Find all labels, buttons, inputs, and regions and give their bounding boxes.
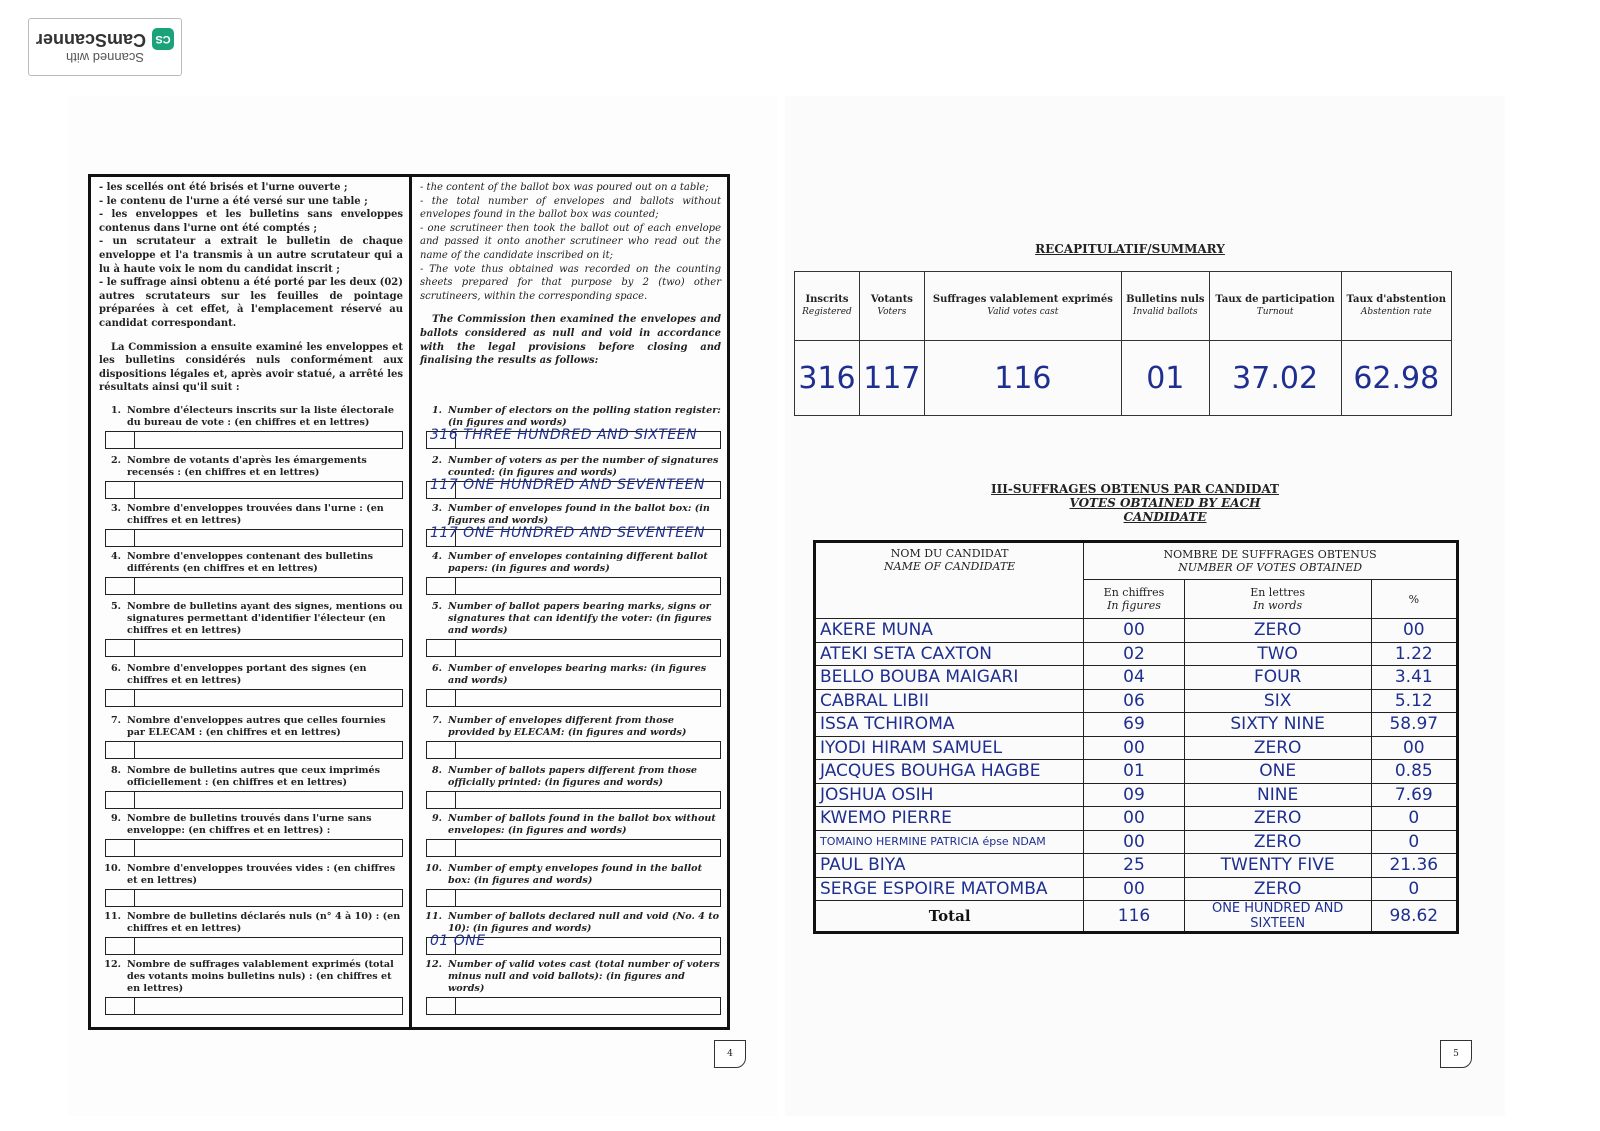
summary-header-fr: Votants [870, 294, 913, 305]
votes-percent: 00 [1371, 619, 1457, 643]
item-number: 11. [104, 911, 121, 922]
form-item [420, 551, 721, 595]
answer-field[interactable] [426, 791, 721, 809]
item-text: Number of empty envelopes found in the ballot box: (in figures and words) [448, 863, 703, 886]
votes-section-title [985, 482, 1285, 524]
form-question [420, 813, 721, 837]
answer-field[interactable] [105, 529, 403, 547]
answer-field[interactable] [105, 889, 403, 907]
form-question [99, 601, 403, 637]
answer-field[interactable] [105, 577, 403, 595]
candidate-name: AKERE MUNA [815, 619, 1084, 643]
scanner-brand-row [36, 29, 174, 51]
summary-header-fr: Bulletins nuls [1126, 294, 1205, 305]
form-question [420, 863, 721, 887]
field-divider [455, 640, 456, 656]
procedure-bullet: - The vote thus obtained was recorded on the counting sheets prepared for that purpose by 2 (two) other scrutineers, within the corresponding space. [420, 263, 721, 302]
item-number: 12. [425, 959, 442, 970]
candidate-name: IYODI HIRAM SAMUEL [815, 736, 1084, 760]
votes-percent: 0 [1371, 807, 1457, 831]
form-question [99, 715, 403, 739]
summary-value: 37.02 [1209, 341, 1341, 416]
form-item [420, 863, 721, 907]
form-item [99, 663, 403, 707]
summary-header-fr: Taux d'abstention [1346, 294, 1446, 305]
votes-figures: 00 [1084, 807, 1184, 831]
candidate-name: JACQUES BOUHGA HAGBE [815, 760, 1084, 784]
answer-field[interactable] [426, 741, 721, 759]
procedure-bullet: - one scrutineer then took the ballot out of each envelope and passed it onto another scrutineer who read out the name of the candidate inscribed on it; [420, 222, 721, 261]
form-question [420, 601, 721, 637]
form-question [99, 551, 403, 575]
votes-figures: 25 [1084, 854, 1184, 878]
summary-header [859, 272, 924, 341]
answer-field[interactable] [426, 477, 721, 499]
item-number: 11. [425, 911, 442, 922]
candidates-table [813, 540, 1459, 934]
votes-words: TWENTY FIVE [1184, 854, 1371, 878]
candidate-row [815, 807, 1458, 831]
candidate-row [815, 713, 1458, 737]
item-number: 8. [431, 765, 442, 776]
form-question [99, 911, 403, 935]
form-item [99, 601, 403, 657]
item-number: 9. [431, 813, 442, 824]
handwritten-answer: 117 ONE HUNDRED AND SEVENTEEN [430, 477, 705, 493]
item-number: 6. [110, 663, 121, 674]
form-question [420, 503, 721, 527]
form-item [99, 405, 403, 449]
votes-percent: 1.22 [1371, 642, 1457, 666]
procedure-bullet: - le suffrage ainsi obtenu a été porté par les deux (02) autres scrutateurs sur les feuilles de pointage préparées à cet effet, à l'emplacement réservé au candidat correspondant. [99, 277, 403, 329]
item-text: Number of ballots found in the ballot box without envelopes: (in figures and words) [448, 813, 716, 836]
votes-header [1084, 542, 1458, 580]
answer-field[interactable] [105, 689, 403, 707]
item-number: 9. [110, 813, 121, 824]
item-number: 3. [110, 503, 121, 514]
answer-field[interactable] [105, 937, 403, 955]
name-header-fr: NOM DU CANDIDAT [890, 547, 1009, 560]
form-item [420, 911, 721, 955]
candidate-row [815, 689, 1458, 713]
field-divider [455, 840, 456, 856]
summary-header [1341, 272, 1451, 341]
votes-figures: 06 [1084, 689, 1184, 713]
form-item [99, 959, 403, 1015]
item-number: 5. [110, 601, 121, 612]
form-item [420, 715, 721, 759]
form-question [420, 959, 721, 995]
procedure-bullet: - the total number of envelopes and ballots without envelopes found in the ballot box was counted; [420, 195, 721, 221]
answer-field[interactable] [426, 933, 721, 955]
item-text: Number of valid votes cast (total number of voters minus null and void ballots): (in figures and words) [448, 959, 720, 994]
item-number: 1. [431, 405, 442, 416]
item-text: Number of envelopes different from those provided by ELECAM: (in figures and words) [448, 715, 687, 738]
summary-header [795, 272, 860, 341]
candidate-row [815, 783, 1458, 807]
answer-field[interactable] [426, 525, 721, 547]
candidate-row [815, 736, 1458, 760]
field-divider [134, 432, 135, 448]
votes-percent: 0 [1371, 877, 1457, 901]
answer-field[interactable] [426, 577, 721, 595]
item-text: Number of envelopes bearing marks: (in figures and words) [448, 663, 707, 686]
french-intro: La Commission a ensuite examiné les enveloppes et les bulletins considérés nuls conformément aux dispositions légales et, après avoir statué, a arrêté les résultats ainsi qu'il suit : [99, 341, 403, 394]
french-column [91, 177, 409, 1027]
english-intro: The Commission then examined the envelopes and ballots considered as null and void in accordance with the legal provisions before closing and finalising the results as follows: [420, 314, 721, 367]
item-text: Number of voters as per the number of signatures counted: (in figures and words) [448, 455, 719, 478]
votes-words: ZERO [1184, 807, 1371, 831]
form-item [99, 813, 403, 857]
field-divider [134, 690, 135, 706]
total-percent: 98.62 [1371, 901, 1457, 933]
answer-field[interactable] [426, 689, 721, 707]
total-words: ONE HUNDRED AND SIXTEEN [1184, 901, 1371, 933]
english-column [409, 177, 727, 1027]
words-header-fr: En lettres [1250, 586, 1306, 599]
candidate-name: BELLO BOUBA MAIGARI [815, 666, 1084, 690]
total-row [815, 901, 1458, 933]
form-item [420, 601, 721, 657]
form-item [99, 455, 403, 499]
votes-figures: 00 [1084, 830, 1184, 854]
item-text: Nombre de bulletins autres que ceux imprimés officiellement : (en chiffres et en lettres) [127, 765, 381, 788]
handwritten-answer: 316 THREE HUNDRED AND SIXTEEN [430, 427, 698, 443]
field-divider [134, 840, 135, 856]
item-text: Nombre d'enveloppes contenant des bulletins différents (en chiffres et en lettres) [127, 551, 374, 574]
answer-field[interactable] [105, 639, 403, 657]
votes-percent: 58.97 [1371, 713, 1457, 737]
votes-figures: 00 [1084, 736, 1184, 760]
figures-header-en: In figures [1107, 599, 1161, 612]
item-text: Number of electors on the polling station register: (in figures and words) [448, 405, 721, 428]
procedure-bullet: - le contenu de l'urne a été versé sur une table ; [99, 195, 368, 207]
item-number: 12. [104, 959, 121, 970]
form-item [420, 813, 721, 857]
summary-value: 62.98 [1341, 341, 1451, 416]
form-item [420, 765, 721, 809]
scanner-caption: Scanned with [65, 50, 145, 66]
candidate-name: ATEKI SETA CAXTON [815, 642, 1084, 666]
figures-header [1084, 580, 1184, 619]
item-text: Number of envelopes found in the ballot box: (in figures and words) [448, 503, 710, 526]
form-question [420, 663, 721, 687]
form-question [420, 715, 721, 739]
form-question [99, 663, 403, 687]
form-question [99, 959, 403, 995]
form-question [420, 405, 721, 429]
votes-percent: 0 [1371, 830, 1457, 854]
votes-percent: 7.69 [1371, 783, 1457, 807]
handwritten-answer: 01 ONE [430, 933, 486, 949]
item-number: 8. [110, 765, 121, 776]
answer-field[interactable] [426, 427, 721, 449]
candidate-row [815, 666, 1458, 690]
procedure-bullet: - un scrutateur a extrait le bulletin de chaque enveloppe et l'a transmis à un autre scrutateur qui a lu à haute voix le nom du candidat inscrit ; [99, 236, 403, 275]
item-number: 4. [110, 551, 121, 562]
summary-value: 116 [924, 341, 1121, 416]
camscanner-watermark [28, 18, 182, 76]
candidate-name: KWEMO PIERRE [815, 807, 1084, 831]
procedure-bullet: - les scellés ont été brisés et l'urne ouverte ; [99, 182, 348, 193]
form-question [99, 405, 403, 429]
field-divider [455, 742, 456, 758]
form-question [420, 911, 721, 935]
item-text: Number of envelopes containing different ballot papers: (in figures and words) [448, 551, 708, 574]
item-number: 6. [431, 663, 442, 674]
form-question [420, 551, 721, 575]
answer-field[interactable] [105, 791, 403, 809]
summary-header [1209, 272, 1341, 341]
answer-field[interactable] [426, 997, 721, 1015]
field-divider [134, 482, 135, 498]
item-text: Nombre d'enveloppes trouvées dans l'urne : (en chiffres et en lettres) [127, 503, 384, 526]
summary-value: 316 [795, 341, 860, 416]
candidate-name: PAUL BIYA [815, 854, 1084, 878]
scanner-brand: CamScanner [35, 30, 147, 50]
answer-field[interactable] [426, 839, 721, 857]
item-text: Nombre d'enveloppes autres que celles fournies par ELECAM : (en chiffres et en lettres) [127, 715, 386, 738]
candidate-row [815, 854, 1458, 878]
summary-header-en: Voters [877, 307, 907, 317]
page-number: 5 [1440, 1040, 1472, 1068]
summary-header [1121, 272, 1209, 341]
procedure-bullet: - les enveloppes et les bulletins sans enveloppes contenus dans l'urne ont été comptés ; [99, 209, 403, 234]
candidate-name: CABRAL LIBII [815, 689, 1084, 713]
votes-figures: 69 [1084, 713, 1184, 737]
left-page [68, 96, 778, 1116]
item-number: 7. [431, 715, 442, 726]
votes-percent: 00 [1371, 736, 1457, 760]
summary-header-fr: Inscrits [805, 294, 849, 305]
form-item [420, 503, 721, 547]
votes-words: ZERO [1184, 619, 1371, 643]
votes-percent: 5.12 [1371, 689, 1457, 713]
summary-header-fr: Suffrages valablement exprimés [932, 294, 1113, 305]
form-question [420, 765, 721, 789]
votes-words: SIXTY NINE [1184, 713, 1371, 737]
field-divider [455, 998, 456, 1014]
candidate-name: ISSA TCHIROMA [815, 713, 1084, 737]
votes-title-en: VOTES OBTAINED BY EACH CANDIDATE [1069, 496, 1261, 524]
summary-title: RECAPITULATIF/SUMMARY [1035, 242, 1225, 256]
item-text: Nombre d'électeurs inscrits sur la liste électorale du bureau de vote : (en chiffres et en lettres) [127, 405, 394, 428]
answer-field[interactable] [426, 639, 721, 657]
field-divider [134, 938, 135, 954]
item-number: 5. [431, 601, 442, 612]
form-item [99, 911, 403, 955]
field-divider [134, 890, 135, 906]
votes-words: NINE [1184, 783, 1371, 807]
field-divider [134, 578, 135, 594]
answer-field[interactable] [426, 889, 721, 907]
summary-header-en: Abstention rate [1360, 307, 1432, 317]
summary-header [924, 272, 1121, 341]
total-label: Total [815, 901, 1084, 933]
answer-field[interactable] [105, 741, 403, 759]
answer-field[interactable] [105, 431, 403, 449]
votes-figures: 01 [1084, 760, 1184, 784]
form-question [99, 813, 403, 837]
votes-words: ZERO [1184, 877, 1371, 901]
field-divider [134, 640, 135, 656]
votes-words: ZERO [1184, 736, 1371, 760]
field-divider [455, 890, 456, 906]
votes-words: SIX [1184, 689, 1371, 713]
field-divider [134, 998, 135, 1014]
form-item [420, 663, 721, 707]
total-figures: 116 [1084, 901, 1184, 933]
candidate-row [815, 760, 1458, 784]
item-number: 7. [110, 715, 121, 726]
summary-table [794, 271, 1452, 416]
item-text: Nombre de votants d'après les émargements recensés : (en chiffres et en lettres) [127, 455, 367, 478]
form-question [99, 863, 403, 887]
form-question [99, 503, 403, 527]
votes-words: ZERO [1184, 830, 1371, 854]
form-item [420, 959, 721, 1015]
candidate-name-header [815, 542, 1084, 619]
candidate-row [815, 877, 1458, 901]
item-text: Nombre d'enveloppes trouvées vides : (en chiffres et en lettres) [127, 863, 396, 886]
votes-percent: 21.36 [1371, 854, 1457, 878]
candidate-name: SERGE ESPOIRE MATOMBA [815, 877, 1084, 901]
votes-figures: 04 [1084, 666, 1184, 690]
form-item [99, 765, 403, 809]
votes-figures: 00 [1084, 619, 1184, 643]
summary-header-en: Registered [802, 307, 852, 317]
summary-header-en: Valid votes cast [987, 307, 1059, 317]
answer-field[interactable] [105, 997, 403, 1015]
item-number: 3. [431, 503, 442, 514]
summary-header-en: Invalid ballots [1132, 307, 1198, 317]
summary-header-fr: Taux de participation [1215, 294, 1335, 305]
summary-value: 01 [1121, 341, 1209, 416]
summary-header-en: Turnout [1256, 307, 1294, 317]
field-divider [134, 742, 135, 758]
votes-title-fr: III-SUFFRAGES OBTENUS PAR CANDIDAT [991, 482, 1279, 496]
item-number: 10. [104, 863, 121, 874]
votes-words: ONE [1184, 760, 1371, 784]
answer-field[interactable] [105, 481, 403, 499]
percent-header: % [1371, 580, 1457, 619]
item-text: Nombre de suffrages valablement exprimés (total des votants moins bulletins nuls) : (en chiffres et en lettres) [127, 959, 394, 994]
item-text: Nombre de bulletins trouvés dans l'urne sans enveloppe: (en chiffres et en lettres) : [127, 813, 372, 836]
answer-field[interactable] [105, 839, 403, 857]
figures-header-fr: En chiffres [1103, 586, 1165, 599]
item-number: 4. [431, 551, 442, 562]
item-text: Number of ballots declared null and void (No. 4 to 10): (in figures and words) [448, 911, 720, 934]
votes-words: FOUR [1184, 666, 1371, 690]
candidate-row [815, 642, 1458, 666]
votes-figures: 00 [1084, 877, 1184, 901]
camscanner-logo-icon: CS [152, 29, 174, 51]
item-number: 2. [110, 455, 121, 466]
words-header [1184, 580, 1371, 619]
procedure-bullet: - the content of the ballot box was poured out on a table; [420, 182, 709, 193]
field-divider [455, 578, 456, 594]
summary-value: 117 [859, 341, 924, 416]
words-header-en: In words [1253, 599, 1303, 612]
form-question [99, 765, 403, 789]
item-number: 2. [431, 455, 442, 466]
form-item [99, 503, 403, 547]
form-item [99, 863, 403, 907]
procedure-form [88, 174, 730, 1030]
page-number: 4 [714, 1040, 746, 1068]
field-divider [455, 690, 456, 706]
item-number: 1. [110, 405, 121, 416]
form-item [99, 715, 403, 759]
votes-header-fr: NOMBRE DE SUFFRAGES OBTENUS [1163, 548, 1377, 561]
candidate-name: JOSHUA OSIH [815, 783, 1084, 807]
form-question [420, 455, 721, 479]
votes-figures: 02 [1084, 642, 1184, 666]
candidate-name: TOMAINO HERMINE PATRICIA épse NDAM [815, 830, 1084, 854]
handwritten-answer: 117 ONE HUNDRED AND SEVENTEEN [430, 525, 705, 541]
votes-percent: 0.85 [1371, 760, 1457, 784]
field-divider [134, 530, 135, 546]
form-item [99, 551, 403, 595]
candidate-row [815, 619, 1458, 643]
right-page [785, 96, 1505, 1116]
english-procedure-bullets [420, 181, 721, 303]
votes-figures: 09 [1084, 783, 1184, 807]
item-number: 10. [425, 863, 442, 874]
item-text: Nombre d'enveloppes portant des signes (en chiffres et en lettres) [127, 663, 367, 686]
votes-header-en: NUMBER OF VOTES OBTAINED [1178, 561, 1363, 574]
french-procedure-bullets [99, 181, 403, 331]
form-item [420, 455, 721, 499]
item-text: Number of ballots papers different from those officially printed: (in figures and words) [448, 765, 697, 788]
name-header-en: NAME OF CANDIDATE [884, 560, 1016, 573]
candidate-row [815, 830, 1458, 854]
item-text: Nombre de bulletins déclarés nuls (n° 4 à 10) : (en chiffres et en lettres) [127, 911, 401, 934]
item-text: Number of ballot papers bearing marks, signs or signatures that can identify the voter: (in figures and words) [448, 601, 712, 636]
item-text: Nombre de bulletins ayant des signes, mentions ou signatures permettant d'identifier l'électeur (en chiffres et en lettres) [127, 601, 403, 636]
form-item [420, 405, 721, 449]
field-divider [455, 792, 456, 808]
form-question [99, 455, 403, 479]
field-divider [134, 792, 135, 808]
votes-percent: 3.41 [1371, 666, 1457, 690]
votes-words: TWO [1184, 642, 1371, 666]
